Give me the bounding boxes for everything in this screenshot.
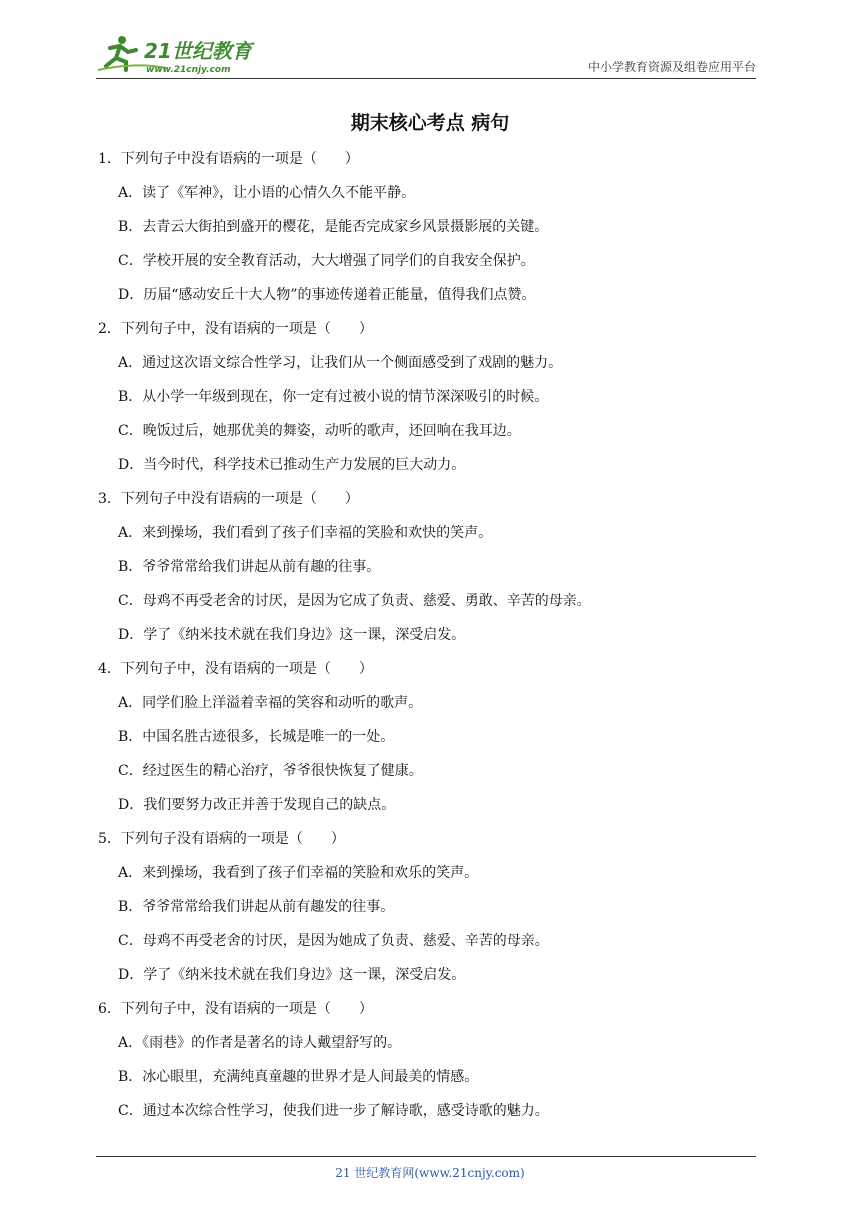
question-option: D．当今时代，科学技术已推动生产力发展的巨大动力。 <box>118 457 466 473</box>
question-option: C．晚饭过后，她那优美的舞姿，动听的歌声，还回响在我耳边。 <box>118 423 521 439</box>
logo <box>96 32 266 76</box>
question-option: B．冰心眼里，充满纯真童趣的世界才是人间最美的情感。 <box>118 1069 479 1085</box>
page-title: 期末核心考点 病句 <box>350 112 510 134</box>
question-stem: 1．下列句子中没有语病的一项是（ ） <box>98 151 359 167</box>
logo-url: www.21cnjy.com <box>146 65 231 75</box>
question-list <box>0 150 860 1136</box>
question-option: A．来到操场，我看到了孩子们幸福的笑脸和欢乐的笑声。 <box>118 865 479 881</box>
question-option: B．爷爷常常给我们讲起从前有趣发的往事。 <box>118 899 395 915</box>
question-stem: 3．下列句子中没有语病的一项是（ ） <box>98 491 359 507</box>
question-option: D．学了《纳米技术就在我们身边》这一课，深受启发。 <box>118 967 466 983</box>
question-option: C．母鸡不再受老舍的讨厌，是因为它成了负责、慈爱、勇敢、辛苦的母亲。 <box>118 593 591 609</box>
question-option: B．从小学一年级到现在，你一定有过被小说的情节深深吸引的时候。 <box>118 389 549 405</box>
question-option: B．中国名胜古迹很多，长城是唯一的一处。 <box>118 729 395 745</box>
page-footer: 21 世纪教育网(www.21cnjy.com) <box>335 1166 525 1180</box>
question-stem: 2．下列句子中，没有语病的一项是（ ） <box>98 321 373 337</box>
question-stem: 6．下列句子中，没有语病的一项是（ ） <box>98 1001 373 1017</box>
question-stem: 5．下列句子没有语病的一项是（ ） <box>98 831 345 847</box>
question-option: A．通过这次语文综合性学习，让我们从一个侧面感受到了戏剧的魅力。 <box>118 355 563 371</box>
question-option: C．通过本次综合性学习，使我们进一步了解诗歌，感受诗歌的魅力。 <box>118 1103 549 1119</box>
question-option: D．学了《纳米技术就在我们身边》这一课，深受启发。 <box>118 627 466 643</box>
question-option: C．经过医生的精心治疗，爷爷很快恢复了健康。 <box>118 763 423 779</box>
question-option: C．母鸡不再受老舍的讨厌，是因为她成了负责、慈爱、辛苦的母亲。 <box>118 933 549 949</box>
question-option: A．来到操场，我们看到了孩子们幸福的笑脸和欢快的笑声。 <box>118 525 493 541</box>
question-option: B．爷爷常常给我们讲起从前有趣的往事。 <box>118 559 381 575</box>
header-platform-text: 中小学教育资源及组卷应用平台 <box>587 60 756 74</box>
logo-text: 21世纪教育 <box>144 39 252 63</box>
question-option: A．《雨巷》的作者是著名的诗人戴望舒写的。 <box>118 1035 402 1051</box>
question-option: D．我们要努力改正并善于发现自己的缺点。 <box>118 797 396 813</box>
question-option: D．历届“感动安丘十大人物”的事迹传递着正能量，值得我们点赞。 <box>118 287 536 303</box>
question-option: B．去青云大街拍到盛开的樱花，是能否完成家乡风景摄影展的关键。 <box>118 219 549 235</box>
question-stem: 4．下列句子中，没有语病的一项是（ ） <box>98 661 373 677</box>
footer-divider <box>96 1156 756 1157</box>
question-option: A．读了《军神》，让小语的心情久久不能平静。 <box>118 185 416 201</box>
page-header <box>96 32 756 79</box>
question-option: C．学校开展的安全教育活动，大大增强了同学们的自我安全保护。 <box>118 253 535 269</box>
question-option: A．同学们脸上洋溢着幸福的笑容和动听的歌声。 <box>118 695 423 711</box>
